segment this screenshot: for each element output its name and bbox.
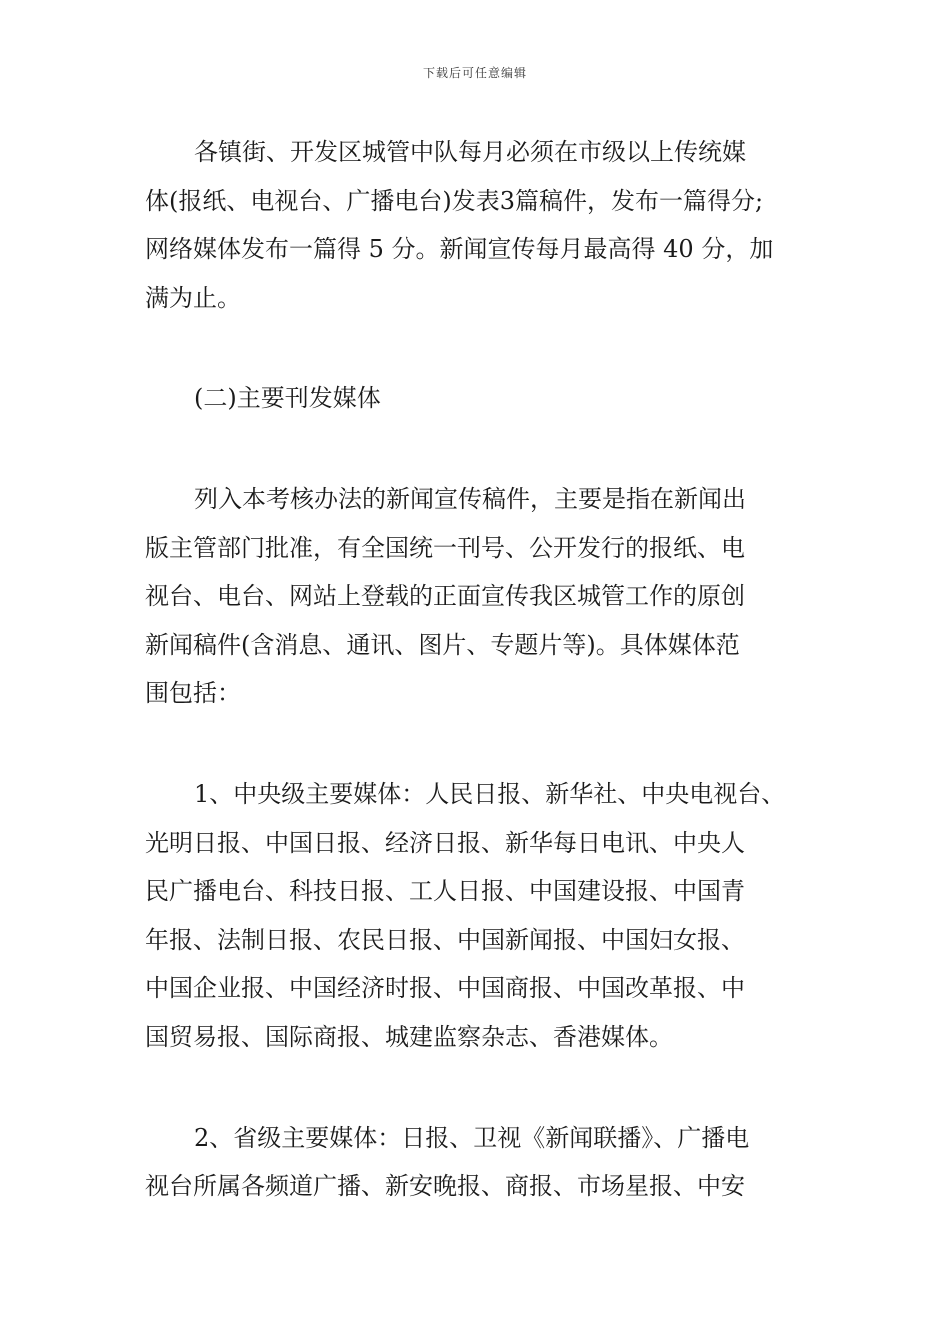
header-note: 下载后可任意编辑 bbox=[422, 66, 527, 80]
text-line: 民广播电台、科技日报、工人日报、中国建设报、中国青 bbox=[145, 877, 745, 906]
text-line: 光明日报、中国日报、经济日报、新华每日电讯、中央人 bbox=[145, 828, 745, 857]
text-line: 视台、电台、网站上登载的正面宣传我区城管工作的原创 bbox=[145, 582, 745, 611]
text-line: 满为止。 bbox=[145, 283, 241, 312]
text-line: 2、省级主要媒体：日报、卫视《新闻联播》、广播电 bbox=[194, 1123, 750, 1152]
text-line: 年报、法制日报、农民日报、中国新闻报、中国妇女报、 bbox=[145, 925, 745, 954]
paragraph-media-scope bbox=[145, 475, 813, 718]
text-line: (二)主要刊发媒体 bbox=[194, 384, 381, 413]
section-heading-main-media bbox=[145, 374, 813, 423]
paragraph-central-media bbox=[145, 770, 813, 1062]
text-line: 新闻稿件(含消息、通讯、图片、专题片等)。具体媒体范 bbox=[145, 630, 740, 659]
paragraph-provincial-media bbox=[145, 1114, 813, 1211]
text-line: 围包括： bbox=[145, 679, 241, 708]
text-line: 体(报纸、电视台、广播电台)发表3篇稿件，发布一篇得分; bbox=[145, 186, 764, 215]
text-line: 网络媒体发布一篇得 5 分。新闻宣传每月最高得 40 分，加 bbox=[145, 235, 774, 264]
text-line: 国贸易报、国际商报、城建监察杂志、香港媒体。 bbox=[145, 1022, 673, 1051]
document-body bbox=[145, 128, 813, 1211]
text-line: 中国企业报、中国经济时报、中国商报、中国改革报、中 bbox=[145, 974, 745, 1003]
text-line: 视台所属各频道广播、新安晚报、商报、市场星报、中安 bbox=[145, 1172, 745, 1201]
text-line: 1、中央级主要媒体：人民日报、新华社、中央电视台、 bbox=[194, 779, 786, 808]
text-line: 版主管部门批准，有全国统一刊号、公开发行的报纸、电 bbox=[145, 533, 745, 562]
text-line: 各镇街、开发区城管中队每月必须在市级以上传统媒 bbox=[194, 138, 746, 166]
paragraph-publishing-requirement bbox=[145, 128, 813, 322]
text-line: 列入本考核办法的新闻宣传稿件，主要是指在新闻出 bbox=[194, 484, 746, 513]
